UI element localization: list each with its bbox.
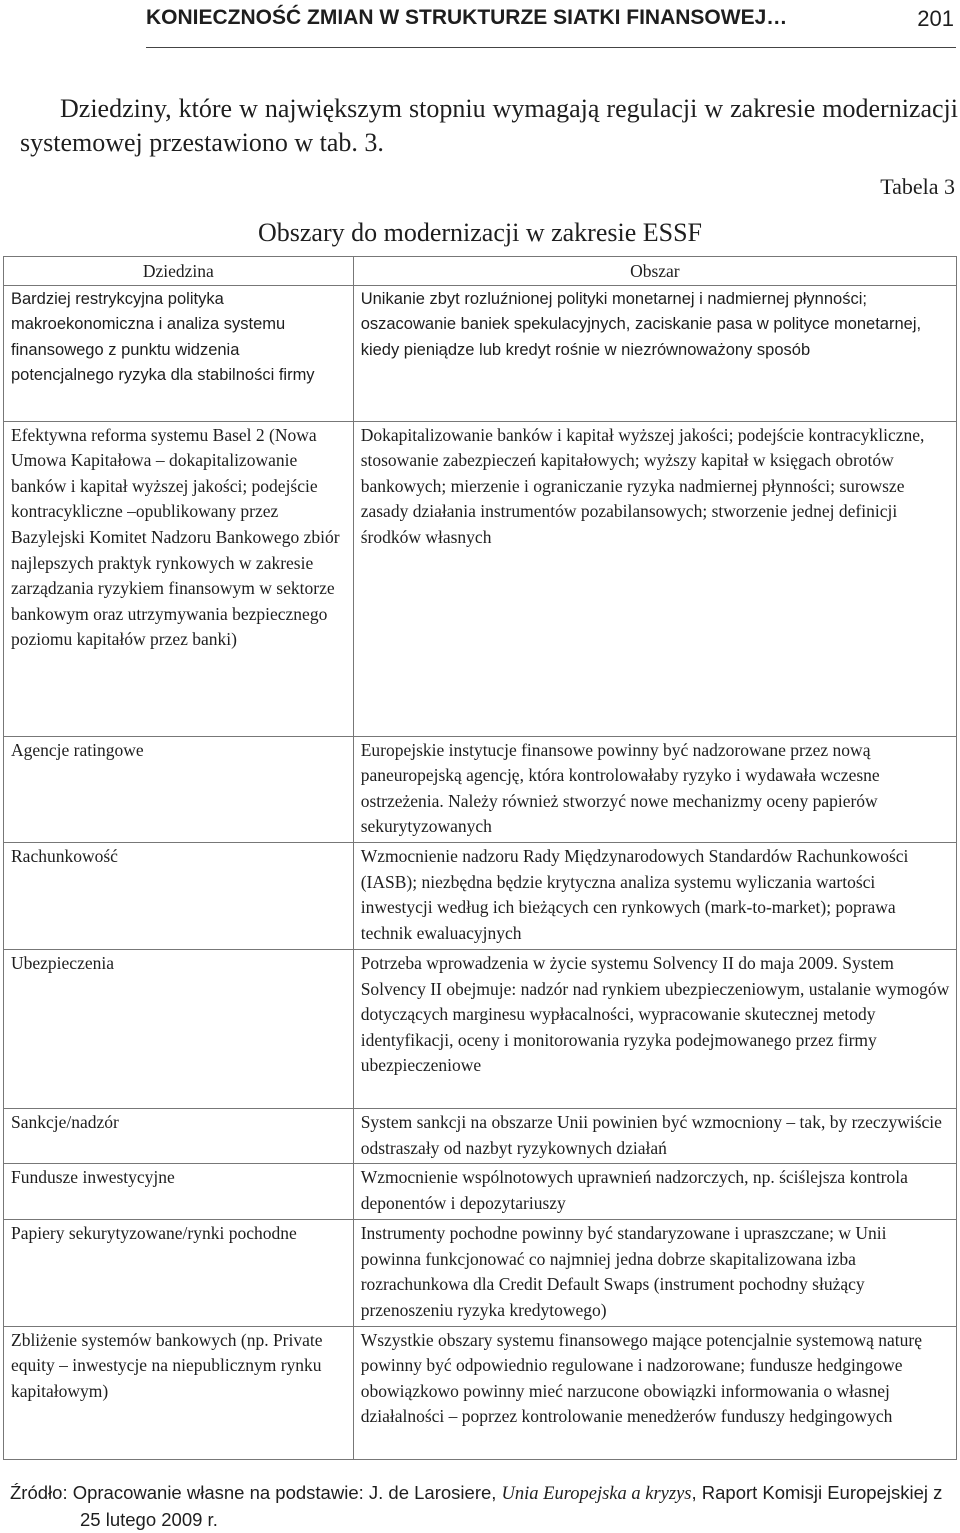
- table-header-row: [4, 257, 957, 286]
- area-cell: Instrumenty pochodne powinny być standaryzowane i upraszczane; w Unii powinna funkcjonować co najmniej jedna dobrze skapitalizowana izba rozrachunkowa dla Credit Default Swaps (instrument pochodny służący przenoszeniu ryzyka kredytowego): [353, 1220, 956, 1326]
- running-header-title: KONIECZNOŚĆ ZMIAN W STRUKTURZE SIATKI FINANSOWEJ…: [146, 6, 788, 29]
- domain-cell: Zbliżenie systemów bankowych (np. Private equity – inwestycje na niepublicznym rynku kapitałowym): [4, 1326, 354, 1459]
- area-cell: System sankcji na obszarze Unii powinien być wzmocniony – tak, by rzeczywiście odstraszały od nazbyt ryzykownych działań: [353, 1108, 956, 1163]
- domain-cell: Papiery sekurytyzowane/rynki pochodne: [4, 1220, 354, 1326]
- source-title: Unia Europejska a kryzys: [501, 1484, 692, 1504]
- table-row: [4, 842, 957, 949]
- page-number: 201: [917, 6, 954, 31]
- area-cell: Dokapitalizowanie banków i kapitał wyższej jakości; podejście kontracykliczne, stosowanie zabezpieczeń kapitałowych; wyższy kapitał w księgach obrotów bankowych; mierzenie i ograniczanie ryzyka nadmiernej płynności; surowsze zasady działania instrumentów pozabilansowych; stworzenie jednej definicji środków własnych: [353, 421, 956, 736]
- column-header-area: Obszar: [353, 257, 956, 286]
- essf-table: [3, 256, 957, 1460]
- source-prefix: Źródło: Opracowanie własne na podstawie: J. de Larosiere,: [10, 1482, 497, 1503]
- domain-cell: Rachunkowość: [4, 842, 354, 949]
- intro-paragraph: Dziedziny, które w największym stopniu wymagają regulacji w zakresie modernizacji systemowej przestawiono w tab. 3.: [20, 94, 958, 157]
- table-row: [4, 1220, 957, 1326]
- source-suffix: , Raport Komisji Europejskiej z 25 lutego 2009 r.: [80, 1482, 943, 1530]
- table-row: [4, 421, 957, 736]
- area-cell: Wszystkie obszary systemu finansowego mające potencjalnie systemową naturę powinny być odpowiednio regulowane i nadzorowane; fundusze hedgingowe obowiązkowo powinny mieć narzucone obowiązki informowania o własnej działalności – poprzez kontrolowanie menedżerów funduszy hedgingowych: [353, 1326, 956, 1459]
- header-rule: [146, 47, 956, 48]
- table-caption: Obszary do modernizacji w zakresie ESSF: [257, 218, 703, 247]
- table-row: [4, 736, 957, 842]
- domain-cell: Sankcje/nadzór: [4, 1108, 354, 1163]
- domain-cell: Agencje ratingowe: [4, 736, 354, 842]
- area-cell: Potrzeba wprowadzenia w życie systemu Solvency II do maja 2009. System Solvency II obejmuje: nadzór nad rynkiem ubezpieczeniowym, ustalanie wymogów dotyczących marginesu wypłacalności, wypracowanie skutecznej metody identyfikacji, oceny i monitorowania ryzyka podejmowanego przez firmy ubezpieczeniowe: [353, 949, 956, 1108]
- table-row: [4, 1108, 957, 1163]
- domain-cell: Bardziej restrykcyjna polityka makroekonomiczna i analiza systemu finansowego z punktu widzenia potencjalnego ryzyka dla stabilności firmy: [4, 285, 354, 421]
- source-note: [10, 1480, 956, 1533]
- table-row: [4, 1326, 957, 1459]
- area-cell: Unikanie zbyt rozluźnionej polityki monetarnej i nadmiernej płynności; oszacowanie baniek spekulacyjnych, zaciskanie pasa w polityce monetarnej, kiedy pieniądze lub kredyt rośnie w niezrównoważony sposób: [353, 285, 956, 421]
- domain-cell: Ubezpieczenia: [4, 949, 354, 1108]
- column-header-domain: Dziedzina: [4, 257, 354, 286]
- domain-cell: Efektywna reforma systemu Basel 2 (Nowa Umowa Kapitałowa – dokapitalizowanie banków i kapitał wyższej jakości; podejście kontracykliczne –opublikowany przez Bazylejski Komitet Nadzoru Bankowego zbiór najlepszych praktyk rynkowych w zakresie zarządzania ryzykiem finansowym w sektorze bankowym oraz utrzymywania bezpiecznego poziomu kapitałów przez banki): [4, 421, 354, 736]
- area-cell: Wzmocnienie nadzoru Rady Międzynarodowych Standardów Rachunkowości (IASB); niezbędna będzie krytyczna analiza systemu wyliczania wartości inwestycji według ich bieżących cen rynkowych (mark-to-market); poprawa technik ewaluacyjnych: [353, 842, 956, 949]
- domain-cell: Fundusze inwestycyjne: [4, 1164, 354, 1220]
- area-cell: Europejskie instytucje finansowe powinny być nadzorowane przez nową paneuropejską agencję, która kontrolowałaby ryzyko i wydawała wczesne ostrzeżenia. Należy również stworzyć nowe mechanizmy oceny papierów sekurytyzowanych: [353, 736, 956, 842]
- area-cell: Wzmocnienie wspólnotowych uprawnień nadzorczych, np. ściślejsza kontrola deponentów i depozytariuszy: [353, 1164, 956, 1220]
- table-row: [4, 285, 957, 421]
- table-row: [4, 949, 957, 1108]
- table-row: [4, 1164, 957, 1220]
- table-label: Tabela 3: [880, 174, 955, 199]
- running-header: [146, 2, 956, 38]
